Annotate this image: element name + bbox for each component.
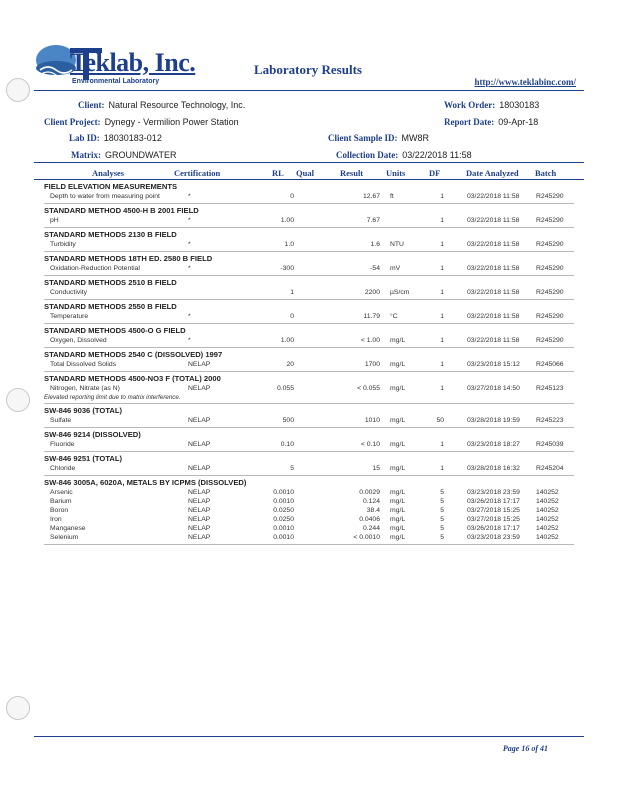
table-row bbox=[44, 337, 574, 346]
section-separator bbox=[44, 544, 574, 545]
section-title: SW-846 9214 (DISSOLVED) bbox=[44, 430, 141, 439]
cell-df: 5 bbox=[440, 516, 444, 523]
cell-analysis: Temperature bbox=[50, 313, 89, 320]
cell-rl: -300 bbox=[280, 265, 294, 272]
col-qual: Qual bbox=[296, 168, 314, 178]
cell-batch: R245290 bbox=[536, 289, 564, 296]
cell-units: mg/L bbox=[390, 385, 406, 392]
cell-batch: R245123 bbox=[536, 385, 564, 392]
cell-rl: 20 bbox=[286, 361, 294, 368]
cell-date: 03/23/2018 18:27 bbox=[467, 441, 520, 448]
sample-id-line: Client Sample ID: MW8R bbox=[328, 133, 429, 143]
cell-result: < 1.00 bbox=[360, 337, 380, 344]
cell-batch: R245039 bbox=[536, 441, 564, 448]
section-separator bbox=[44, 347, 574, 348]
cell-date: 03/27/2018 14:50 bbox=[467, 385, 520, 392]
cell-result: 0.244 bbox=[362, 525, 380, 532]
cell-result: 1010 bbox=[364, 417, 380, 424]
cell-result: 38.4 bbox=[366, 507, 380, 514]
cell-analysis: pH bbox=[50, 217, 59, 224]
table-row bbox=[44, 289, 574, 298]
col-certification: Certification bbox=[174, 168, 221, 178]
cell-units: mg/L bbox=[390, 516, 406, 523]
cell-batch: R245066 bbox=[536, 361, 564, 368]
cell-result: 11.79 bbox=[363, 313, 380, 320]
cell-batch: 140252 bbox=[536, 516, 559, 523]
section-separator bbox=[44, 371, 574, 372]
cell-analysis: Boron bbox=[50, 507, 69, 514]
cell-df: 5 bbox=[440, 534, 444, 541]
cell-df: 1 bbox=[440, 465, 444, 472]
cell-date: 03/28/2018 16:32 bbox=[467, 465, 520, 472]
cell-units: mg/L bbox=[390, 465, 406, 472]
cell-df: 1 bbox=[440, 241, 444, 248]
cell-result: 12.67 bbox=[362, 193, 380, 200]
section-separator bbox=[44, 275, 574, 276]
cell-rl: 0.0010 bbox=[273, 498, 294, 505]
cell-date: 03/22/2018 11:58 bbox=[467, 217, 520, 224]
section-title: STANDARD METHODS 4500-O G FIELD bbox=[44, 326, 186, 335]
cell-analysis: Depth to water from measuring point bbox=[50, 193, 160, 200]
header-rule bbox=[34, 90, 584, 91]
section-separator bbox=[44, 227, 574, 228]
cell-analysis: Total Dissolved Solids bbox=[50, 361, 117, 368]
cell-result: 7.67 bbox=[366, 217, 380, 224]
cell-result: 1.6 bbox=[370, 241, 380, 248]
table-row bbox=[44, 241, 574, 250]
cell-cert: NELAP bbox=[188, 361, 211, 368]
cell-cert: NELAP bbox=[188, 385, 211, 392]
section-title: STANDARD METHODS 2130 B FIELD bbox=[44, 230, 177, 239]
cell-units: mg/L bbox=[390, 489, 406, 496]
table-row bbox=[44, 361, 574, 370]
cell-rl: 1.0 bbox=[284, 241, 294, 248]
table-row bbox=[44, 525, 574, 534]
cell-cert: NELAP bbox=[188, 465, 211, 472]
cell-date: 03/23/2018 23:59 bbox=[467, 489, 520, 496]
cell-units: mg/L bbox=[390, 534, 406, 541]
report-date-line: Report Date: 09-Apr-18 bbox=[444, 117, 539, 127]
cell-rl: 0.055 bbox=[276, 385, 294, 392]
cell-result: < 0.10 bbox=[360, 441, 380, 448]
cell-cert: * bbox=[188, 217, 191, 224]
cell-result: 2200 bbox=[364, 289, 380, 296]
cell-df: 1 bbox=[440, 385, 444, 392]
cell-df: 1 bbox=[440, 337, 444, 344]
cell-cert: NELAP bbox=[188, 489, 211, 496]
section-note: Elevated reporting limit due to matrix interference. bbox=[44, 394, 181, 401]
cell-df: 5 bbox=[440, 489, 444, 496]
section-separator bbox=[44, 427, 574, 428]
section-separator bbox=[44, 299, 574, 300]
section-title: SW-846 9036 (TOTAL) bbox=[44, 406, 123, 415]
cell-batch: R245290 bbox=[536, 241, 564, 248]
cell-batch: R245204 bbox=[536, 465, 564, 472]
section-separator bbox=[44, 251, 574, 252]
cell-rl: 0.0250 bbox=[273, 516, 294, 523]
cell-analysis: Turbidity bbox=[50, 241, 76, 248]
section-title: SW-846 3005A, 6020A, METALS BY ICPMS (DISSOLVED) bbox=[44, 478, 247, 487]
col-batch: Batch bbox=[535, 168, 557, 178]
cell-batch: 140252 bbox=[536, 525, 559, 532]
section-title: STANDARD METHODS 18TH ED. 2580 B FIELD bbox=[44, 254, 213, 263]
cell-units: °C bbox=[390, 313, 398, 320]
cell-result: < 0.055 bbox=[357, 385, 380, 392]
cell-rl: 0.0250 bbox=[273, 507, 294, 514]
table-row bbox=[44, 507, 574, 516]
work-order-line: Work Order: 18030183 bbox=[444, 100, 540, 110]
col-rl: RL bbox=[272, 168, 284, 178]
col-df: DF bbox=[429, 168, 441, 178]
cell-date: 03/23/2018 23:59 bbox=[467, 534, 520, 541]
cell-rl: 0.10 bbox=[280, 441, 294, 448]
cell-cert: NELAP bbox=[188, 441, 211, 448]
cell-result: 1700 bbox=[364, 361, 380, 368]
cell-batch: R245290 bbox=[536, 337, 564, 344]
website-link[interactable]: http://www.teklabinc.com/ bbox=[474, 77, 576, 87]
cell-cert: NELAP bbox=[188, 525, 211, 532]
cell-rl: 0.0010 bbox=[273, 534, 294, 541]
cell-result: < 0.0010 bbox=[353, 534, 380, 541]
cell-date: 03/22/2018 11:58 bbox=[467, 265, 520, 272]
section-separator bbox=[44, 451, 574, 452]
cell-rl: 1.00 bbox=[280, 337, 294, 344]
cell-df: 1 bbox=[440, 193, 444, 200]
cell-result: 0.0029 bbox=[359, 489, 380, 496]
lab-id-line: Lab ID: 18030183-012 bbox=[69, 133, 162, 143]
cell-analysis: Conductivity bbox=[50, 289, 88, 296]
cell-result: 0.124 bbox=[362, 498, 380, 505]
cell-date: 03/27/2018 15:25 bbox=[467, 516, 520, 523]
logo-subtitle: Environmental Laboratory bbox=[72, 78, 160, 85]
cell-rl: 0.0010 bbox=[273, 525, 294, 532]
cell-date: 03/26/2018 17:17 bbox=[467, 498, 520, 505]
page-title: Laboratory Results bbox=[254, 62, 362, 77]
info-rule bbox=[34, 162, 584, 163]
cell-analysis: Sulfate bbox=[50, 417, 72, 424]
cell-units: mg/L bbox=[390, 337, 406, 344]
col-result: Result bbox=[340, 168, 364, 178]
table-row bbox=[44, 465, 574, 474]
matrix-line: Matrix: GROUNDWATER bbox=[71, 150, 177, 160]
table-row bbox=[44, 217, 574, 226]
cell-cert: NELAP bbox=[188, 516, 211, 523]
col-analyses: Analyses bbox=[92, 168, 125, 178]
cell-df: 50 bbox=[436, 417, 444, 424]
cell-units: NTU bbox=[390, 241, 404, 248]
logo-name: Teklab, Inc. bbox=[70, 48, 196, 77]
cell-batch: R245290 bbox=[536, 313, 564, 320]
punch-hole bbox=[6, 78, 30, 102]
cell-df: 1 bbox=[440, 217, 444, 224]
cell-batch: R245290 bbox=[536, 217, 564, 224]
cell-batch: R245290 bbox=[536, 193, 564, 200]
cell-analysis: Iron bbox=[50, 516, 62, 523]
table-row bbox=[44, 417, 574, 426]
cell-df: 1 bbox=[440, 289, 444, 296]
cell-analysis: Nitrogen, Nitrate (as N) bbox=[50, 385, 120, 392]
cell-units: mg/L bbox=[390, 417, 406, 424]
section-title: STANDARD METHODS 2540 C (DISSOLVED) 1997 bbox=[44, 350, 223, 359]
cell-analysis: Barium bbox=[50, 498, 72, 505]
cell-rl: 500 bbox=[282, 417, 294, 424]
cell-batch: 140252 bbox=[536, 507, 559, 514]
cell-cert: * bbox=[188, 265, 191, 272]
punch-hole bbox=[6, 696, 30, 720]
cell-units: ft bbox=[390, 193, 394, 200]
table-row bbox=[44, 265, 574, 274]
section-separator bbox=[44, 323, 574, 324]
cell-units: µS/cm bbox=[390, 289, 410, 296]
cell-batch: 140252 bbox=[536, 489, 559, 496]
cell-batch: R245223 bbox=[536, 417, 564, 424]
cell-cert: * bbox=[188, 313, 191, 320]
cell-units: mg/L bbox=[390, 361, 406, 368]
cell-batch: R245290 bbox=[536, 265, 564, 272]
cell-cert: * bbox=[188, 241, 191, 248]
cell-cert: NELAP bbox=[188, 534, 211, 541]
table-row bbox=[44, 441, 574, 450]
project-line: Client Project: Dynegy - Vermilion Power Station bbox=[44, 117, 239, 127]
cell-cert: NELAP bbox=[188, 498, 211, 505]
cell-units: mg/L bbox=[390, 498, 406, 505]
table-row bbox=[44, 516, 574, 525]
cell-date: 03/22/2018 11:58 bbox=[467, 241, 520, 248]
cell-cert: * bbox=[188, 193, 191, 200]
cell-analysis: Arsenic bbox=[50, 489, 73, 496]
section-title: STANDARD METHODS 4500-NO3 F (TOTAL) 2000 bbox=[44, 374, 221, 383]
page-number: Page 16 of 41 bbox=[502, 744, 548, 753]
cell-df: 5 bbox=[440, 507, 444, 514]
cell-date: 03/22/2018 11:58 bbox=[467, 289, 520, 296]
table-row bbox=[44, 385, 574, 394]
cell-units: mV bbox=[390, 265, 401, 272]
cell-rl: 5 bbox=[290, 465, 294, 472]
cell-cert: * bbox=[188, 337, 191, 344]
cell-rl: 0 bbox=[290, 313, 294, 320]
table-row bbox=[44, 534, 574, 543]
section-separator bbox=[44, 475, 574, 476]
cell-analysis: Selenium bbox=[50, 534, 79, 541]
punch-hole bbox=[6, 388, 30, 412]
section-title: STANDARD METHOD 4500-H B 2001 FIELD bbox=[44, 206, 199, 215]
col-units: Units bbox=[386, 168, 406, 178]
cell-date: 03/22/2018 11:58 bbox=[467, 313, 520, 320]
table-row bbox=[44, 193, 574, 202]
table-row bbox=[44, 313, 574, 322]
cell-analysis: Oxygen, Dissolved bbox=[50, 337, 107, 344]
cell-df: 1 bbox=[440, 361, 444, 368]
cell-df: 1 bbox=[440, 313, 444, 320]
cell-result: 0.0406 bbox=[359, 516, 380, 523]
cell-date: 03/28/2018 19:59 bbox=[467, 417, 520, 424]
table-row bbox=[44, 489, 574, 498]
cell-analysis: Manganese bbox=[50, 525, 86, 532]
cell-units: mg/L bbox=[390, 525, 406, 532]
cell-df: 5 bbox=[440, 525, 444, 532]
cell-rl: 0 bbox=[290, 193, 294, 200]
cell-result: -54 bbox=[370, 265, 380, 272]
section-title: SW-846 9251 (TOTAL) bbox=[44, 454, 123, 463]
section-title: FIELD ELEVATION MEASUREMENTS bbox=[44, 182, 178, 191]
cell-cert: NELAP bbox=[188, 417, 211, 424]
cell-df: 1 bbox=[440, 441, 444, 448]
cell-batch: 140252 bbox=[536, 498, 559, 505]
cell-units: mg/L bbox=[390, 441, 406, 448]
cell-analysis: Oxidation-Reduction Potential bbox=[50, 265, 140, 272]
cell-rl: 1.00 bbox=[280, 217, 294, 224]
cell-result: 15 bbox=[372, 465, 380, 472]
cell-units: mg/L bbox=[390, 507, 406, 514]
cell-date: 03/26/2018 17:17 bbox=[467, 525, 520, 532]
section-separator bbox=[44, 403, 574, 404]
cell-df: 5 bbox=[440, 498, 444, 505]
footer-rule bbox=[34, 736, 584, 737]
table-row bbox=[44, 498, 574, 507]
cell-rl: 0.0010 bbox=[273, 489, 294, 496]
table-header-rule bbox=[34, 179, 584, 180]
cell-rl: 1 bbox=[290, 289, 294, 296]
cell-date: 03/23/2018 15:12 bbox=[467, 361, 520, 368]
cell-analysis: Fluoride bbox=[50, 441, 75, 448]
section-title: STANDARD METHODS 2550 B FIELD bbox=[44, 302, 177, 311]
cell-batch: 140252 bbox=[536, 534, 559, 541]
col-date-analyzed: Date Analyzed bbox=[466, 168, 519, 178]
collection-date-line: Collection Date: 03/22/2018 11:58 bbox=[336, 150, 472, 160]
section-separator bbox=[44, 203, 574, 204]
cell-analysis: Chloride bbox=[50, 465, 76, 472]
cell-date: 03/22/2018 11:58 bbox=[467, 337, 520, 344]
cell-df: 1 bbox=[440, 265, 444, 272]
cell-date: 03/22/2018 11:58 bbox=[467, 193, 520, 200]
client-line: Client: Natural Resource Technology, Inc. bbox=[78, 100, 246, 110]
cell-date: 03/27/2018 15:25 bbox=[467, 507, 520, 514]
section-title: STANDARD METHODS 2510 B FIELD bbox=[44, 278, 177, 287]
cell-cert: NELAP bbox=[188, 507, 211, 514]
